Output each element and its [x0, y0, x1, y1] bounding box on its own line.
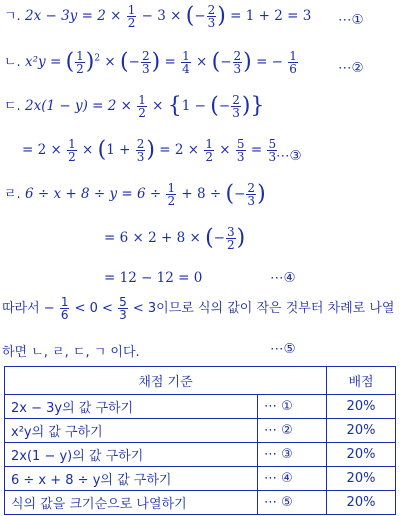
fraction-neg-two-thirds: $\frac{2}{3}$	[207, 3, 216, 30]
table-row	[5, 491, 396, 515]
fraction-neg-two-thirds: $\frac{2}{3}$	[232, 93, 240, 120]
expr: x²y =	[25, 54, 62, 70]
expr: ×	[196, 54, 208, 70]
solution-line-5: ㄹ. 6 ÷ x + 8 ÷ y = 6 ÷ $\frac{1}{2}$ + 8 ÷ (− $\frac{2}{3}$ )	[4, 181, 266, 208]
mark-cell: ⋯ ③	[258, 443, 327, 467]
expr: − 3 ×	[141, 8, 182, 24]
mark-cell: ⋯ ②	[258, 419, 327, 443]
header-criteria: 채점 기준	[5, 367, 327, 395]
score-cell: 20%	[327, 491, 396, 515]
fraction-half: $\frac{1}{2}$	[205, 137, 213, 164]
expr: ×	[152, 98, 164, 114]
label-nieun: ㄴ.	[4, 55, 21, 70]
expr: = 1 + 2 = 3	[230, 8, 312, 24]
fraction-neg-three-halves: $\frac{3}{2}$	[226, 225, 235, 252]
score-cell: 20%	[327, 443, 396, 467]
table-header-row	[5, 367, 396, 395]
fraction-sixth: $\frac{1}{6}$	[60, 295, 69, 322]
fraction-five-thirds: $\frac{5}{3}$	[119, 295, 127, 322]
text: 따라서 −	[2, 301, 55, 316]
expr: + 8 ÷	[181, 186, 222, 202]
fraction-half: $\frac{1}{2}$	[167, 181, 176, 208]
expr: =	[164, 54, 176, 70]
table-row	[5, 467, 396, 491]
expr: ×	[219, 142, 231, 158]
mark-cell: ⋯ ①	[258, 395, 327, 419]
solution-line-7	[104, 270, 202, 286]
table-row	[5, 419, 396, 443]
fraction-half: $\frac{1}{2}$	[76, 49, 84, 76]
table-row	[5, 395, 396, 419]
conclusion-line-1	[2, 296, 394, 321]
fraction-five-thirds: $\frac{5}{3}$	[268, 137, 277, 164]
fraction-five-thirds: $\frac{5}{3}$	[236, 137, 245, 164]
criteria-cell: 2x − 3y의 값 구하기	[5, 395, 258, 419]
label-giyeok: ㄱ.	[4, 9, 21, 24]
solution-line-2: ㄴ. x²y = ( $\frac{1}{2}$ )$^2$ × (− $\frac{2}{3}$ ) = $\frac{1}{4}$ × (− $\frac{2}{3}$ ) = − $\frac{1}{6}$	[4, 49, 297, 76]
criteria-cell: 6 ÷ x + 8 ÷ y의 값 구하기	[5, 467, 258, 491]
mark-3: ⋯③	[276, 148, 302, 164]
fraction-neg-two-thirds: $\frac{2}{3}$	[141, 49, 150, 76]
label-digeut: ㄷ.	[4, 99, 21, 114]
expr: = 2 ×	[159, 142, 200, 158]
grading-table	[4, 366, 396, 515]
expr: = 12 − 12 = 0	[104, 270, 203, 286]
solution-line-6: = 6 × 2 + 8 × (− $\frac{3}{2}$ )	[104, 225, 246, 252]
fraction-half: $\frac{1}{2}$	[127, 3, 136, 30]
expr: 6 ÷ x + 8 ÷ y = 6 ÷	[25, 186, 162, 202]
mark-cell: ⋯ ④	[258, 467, 327, 491]
mark-1: ⋯①	[338, 12, 364, 28]
mark-5: ⋯⑤	[270, 341, 296, 357]
fraction-neg-two-thirds: $\frac{2}{3}$	[233, 49, 242, 76]
expr: 2x − 3y = 2 ×	[25, 8, 122, 24]
fraction-sixth: $\frac{1}{6}$	[289, 49, 297, 76]
expr: 1 +	[106, 142, 131, 158]
expr: 2x(1 − y) = 2 ×	[25, 98, 132, 114]
fraction-two-thirds: $\frac{2}{3}$	[136, 137, 145, 164]
fraction-half: $\frac{1}{2}$	[138, 93, 146, 120]
text: < 0 <	[74, 301, 113, 316]
score-cell: 20%	[327, 395, 396, 419]
label-rieul: ㄹ.	[4, 187, 21, 202]
solution-line-4: = 2 × $\frac{1}{2}$ × (1 + $\frac{2}{3}$ ) = 2 × $\frac{1}{2}$ × $\frac{5}{3}$ = $\frac{5}{3}$	[22, 137, 277, 164]
header-score: 배점	[327, 367, 396, 395]
criteria-cell: 2x(1 − y)의 값 구하기	[5, 443, 258, 467]
expr: = −	[256, 54, 283, 70]
criteria-cell: 식의 값을 크기순으로 나열하기	[5, 491, 258, 515]
text: < 3이므로 식의 값이 작은 것부터 차례로 나열	[132, 301, 395, 316]
score-cell: 20%	[327, 467, 396, 491]
expr: = 6 × 2 + 8 ×	[104, 230, 201, 246]
solution-line-3: ㄷ. 2x(1 − y) = 2 × $\frac{1}{2}$ × {1 − (− $\frac{2}{3}$ )}	[4, 93, 265, 120]
expr: = 2 ×	[22, 142, 62, 158]
expr: 1 −	[181, 98, 206, 114]
mark-4: ⋯④	[270, 270, 296, 286]
conclusion-line-2: 하면 ㄴ, ㄹ, ㄷ, ㄱ 이다.	[2, 345, 140, 360]
criteria-cell: x²y의 값 구하기	[5, 419, 258, 443]
solution-line-1: ㄱ. 2x − 3y = 2 × $\frac{1}{2}$ − 3 × (− $\frac{2}{3}$ ) = 1 + 2 = 3	[4, 3, 312, 30]
mark-2: ⋯②	[338, 60, 364, 76]
mark-cell: ⋯ ⑤	[258, 491, 327, 515]
fraction-neg-two-thirds: $\frac{2}{3}$	[247, 181, 256, 208]
table-row	[5, 443, 396, 467]
fraction-quarter: $\frac{1}{4}$	[182, 49, 190, 76]
fraction-half: $\frac{1}{2}$	[68, 137, 76, 164]
expr: ×	[82, 142, 94, 158]
score-cell: 20%	[327, 419, 396, 443]
expr: ×	[104, 54, 116, 70]
expr: =	[250, 142, 263, 158]
